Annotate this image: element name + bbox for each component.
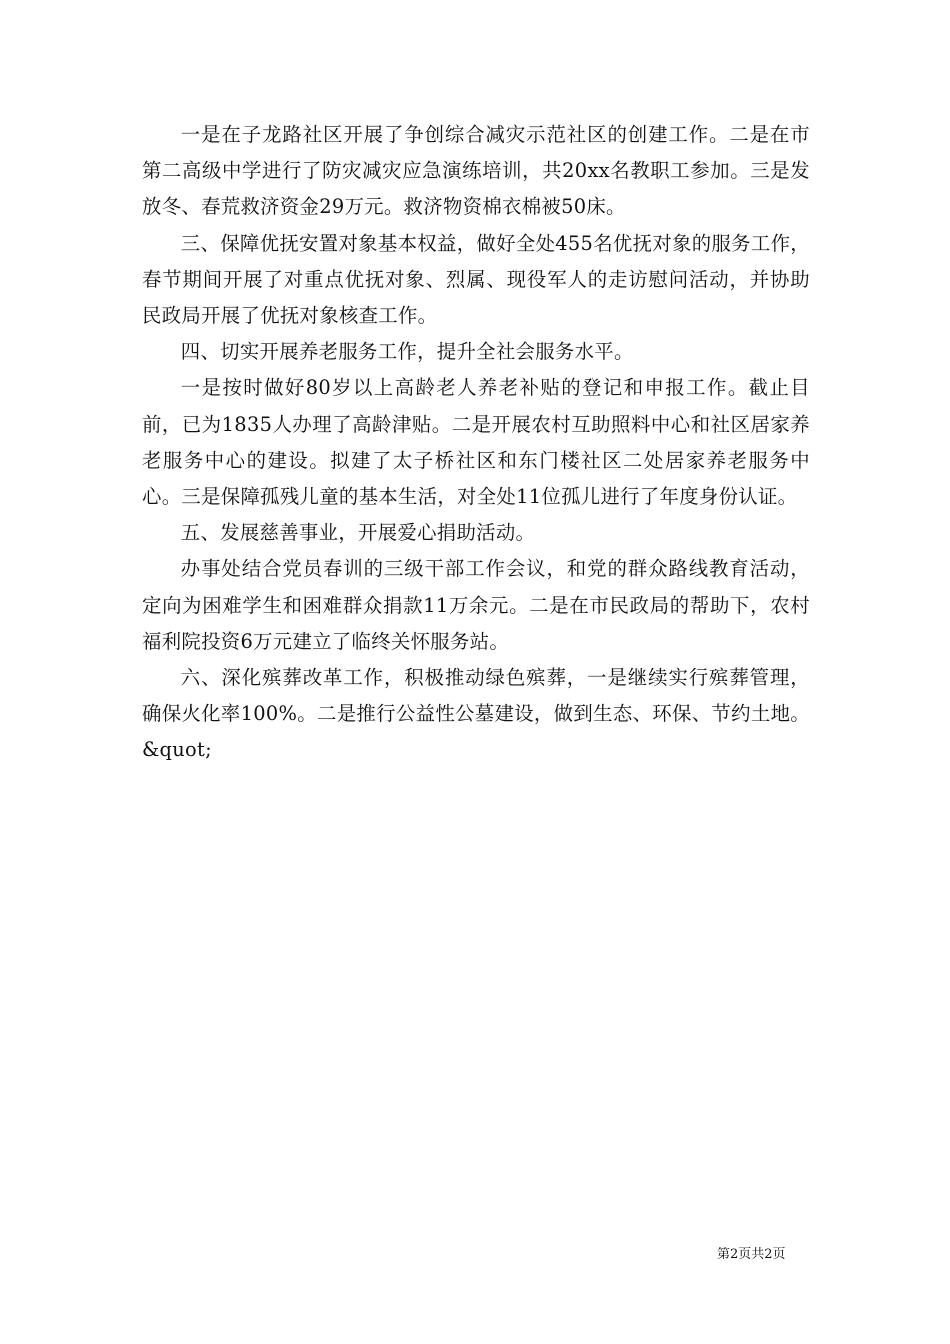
heading-elderly-care: 四、切实开展养老服务工作，提升全社会服务水平。 (180, 340, 634, 364)
paragraph-elderly-care: 一是按时做好80岁以上高龄老人养老补贴的登记和申报工作。截止目前，已为1835人办理了高龄津贴。二是开展农村互助照料中心和社区居家养老服务中心的建设。拟建了太子桥社区和东门楼社区二处居家养老服务中心。三是保障孤残儿童的基本生活，对全处11位孤儿进行了年度身份认证。 (142, 376, 810, 509)
paragraph-funeral-reform: 六、深化殡葬改革工作，积极推动绿色殡葬，一是继续实行殡葬管理，确保火化率100%。二是推行公益性公墓建设，做到生态、环保、节约土地。&quot; (142, 666, 810, 762)
paragraph-special-care: 三、保障优抚安置对象基本权益，做好全处455名优抚对象的服务工作，春节期间开展了对重点优抚对象、烈属、现役军人的走访慰问活动，并协助民政局开展了优抚对象核查工作。 (142, 231, 810, 328)
heading-charity: 五、发展慈善事业，开展爱心捐助活动。 (180, 521, 536, 545)
page-number: 第2页共2页 (717, 1247, 786, 1262)
paragraph-disaster-relief: 一是在子龙路社区开展了争创综合减灾示范社区的创建工作。二是在市第二高级中学进行了防灾减灾应急演练培训，共20xx名教职工参加。三是发放冬、春荒救济资金29万元。救济物资棉衣棉被50床。 (142, 123, 810, 219)
paragraph-charity: 办事处结合党员春训的三级干部工作会议，和党的群众路线教育活动，定向为困难学生和困难群众捐款11万余元。二是在市民政局的帮助下，农村福利院投资6万元建立了临终关怀服务站。 (142, 557, 810, 653)
document-body (142, 117, 810, 769)
